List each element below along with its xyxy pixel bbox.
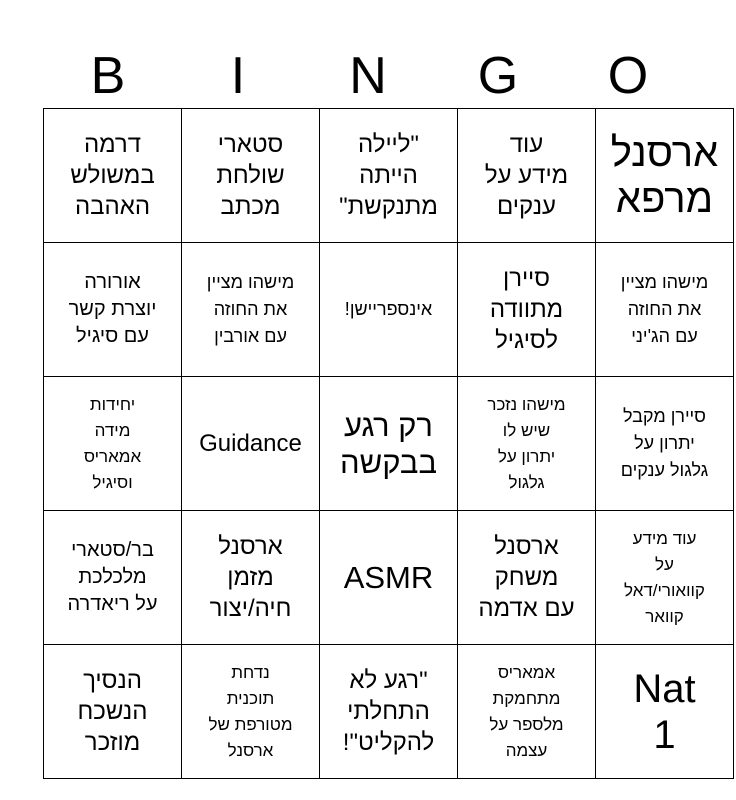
cell-text: לײלה" הײתה "מתנקשת bbox=[339, 131, 438, 220]
bingo-cell free-space[interactable] bbox=[320, 243, 458, 377]
board-row bbox=[44, 511, 734, 645]
cell-text: סטארי שולחת מכתב bbox=[216, 131, 285, 220]
cell-text: בר/סטארי מלכלכת על ריאדרה bbox=[67, 539, 158, 615]
bingo-cell[interactable] bbox=[596, 377, 734, 511]
cell-text: דרמה במשולש האהבה bbox=[70, 131, 155, 220]
cell-text: ASMR bbox=[343, 560, 434, 595]
bingo-cell[interactable] bbox=[458, 645, 596, 779]
bingo-cell[interactable] bbox=[458, 377, 596, 511]
header-letter-g: G bbox=[477, 47, 519, 105]
bingo-cell[interactable] bbox=[320, 109, 458, 243]
bingo-cell[interactable] bbox=[44, 377, 182, 511]
bingo-cell[interactable] bbox=[182, 109, 320, 243]
header-letter-o: O bbox=[607, 47, 649, 105]
cell-text: ארסנל משחק עם אדמה bbox=[478, 533, 575, 622]
bingo-cell[interactable] bbox=[596, 511, 734, 645]
cell-text: !אינספריישן bbox=[344, 299, 433, 319]
bingo-cell[interactable] bbox=[596, 243, 734, 377]
cell-text: עוד מידע על ענקים bbox=[484, 131, 569, 220]
cell-text: רק רגע בבקשה bbox=[339, 407, 438, 480]
cell-text: מישהו מציין את החוזה עם הג'יני bbox=[620, 272, 709, 346]
bingo-header bbox=[43, 44, 693, 108]
cell-text: אורורה יוצרת קשר עם סיגיל bbox=[68, 271, 157, 347]
header-letter-b: B bbox=[90, 47, 126, 105]
bingo-board bbox=[43, 108, 734, 779]
bingo-cell[interactable] bbox=[458, 511, 596, 645]
cell-text: רגע לא" התחלתי !"להקליט bbox=[342, 667, 435, 756]
bingo-cell[interactable] bbox=[596, 109, 734, 243]
bingo-cell[interactable] bbox=[44, 511, 182, 645]
cell-text: Nat 1 bbox=[633, 666, 696, 757]
cell-text: עוד מידע על קוואורי/דאל קוואר bbox=[624, 528, 705, 626]
bingo-cell[interactable] bbox=[182, 243, 320, 377]
board-row bbox=[44, 109, 734, 243]
bingo-cell[interactable] bbox=[320, 645, 458, 779]
bingo-cell[interactable] bbox=[320, 511, 458, 645]
bingo-cell[interactable] bbox=[458, 243, 596, 377]
cell-text: Guidance bbox=[199, 430, 302, 457]
board-row bbox=[44, 377, 734, 511]
bingo-cell[interactable] bbox=[320, 377, 458, 511]
bingo-cell[interactable] bbox=[44, 645, 182, 779]
cell-text: סײרן מקבל יתרון על גלגול ענקים bbox=[620, 406, 709, 480]
cell-text: הנסיך הנשכח מוזכר bbox=[77, 667, 148, 756]
header-letter-n: N bbox=[349, 47, 387, 105]
header-letter-i: I bbox=[230, 47, 246, 105]
bingo-cell[interactable] bbox=[596, 645, 734, 779]
bingo-cell[interactable] bbox=[44, 243, 182, 377]
cell-text: אמאריס מתחמקת מלספר על עצמה bbox=[489, 662, 564, 760]
bingo-cell[interactable] bbox=[182, 377, 320, 511]
bingo-cell[interactable] bbox=[458, 109, 596, 243]
bingo-cell[interactable] bbox=[182, 511, 320, 645]
board-row bbox=[44, 645, 734, 779]
cell-text: ארסנל מזמן חיה/יצור bbox=[209, 533, 292, 622]
board-row bbox=[44, 243, 734, 377]
cell-text: מישהו מציין את החוזה עם אורבין bbox=[206, 272, 295, 346]
cell-text: מישהו נזכר שיש לו יתרון על גלגול bbox=[487, 394, 566, 492]
cell-text: יחידות מידה אמאריס וסיגיל bbox=[83, 394, 142, 492]
cell-text: ארסנל מרפא bbox=[610, 130, 719, 221]
cell-text: סײרן מתוודה לסיגיל bbox=[489, 265, 564, 354]
bingo-cell[interactable] bbox=[44, 109, 182, 243]
bingo-cell[interactable] bbox=[182, 645, 320, 779]
cell-text: נדחת תוכנית מטורפת של ארסנל bbox=[208, 662, 293, 760]
